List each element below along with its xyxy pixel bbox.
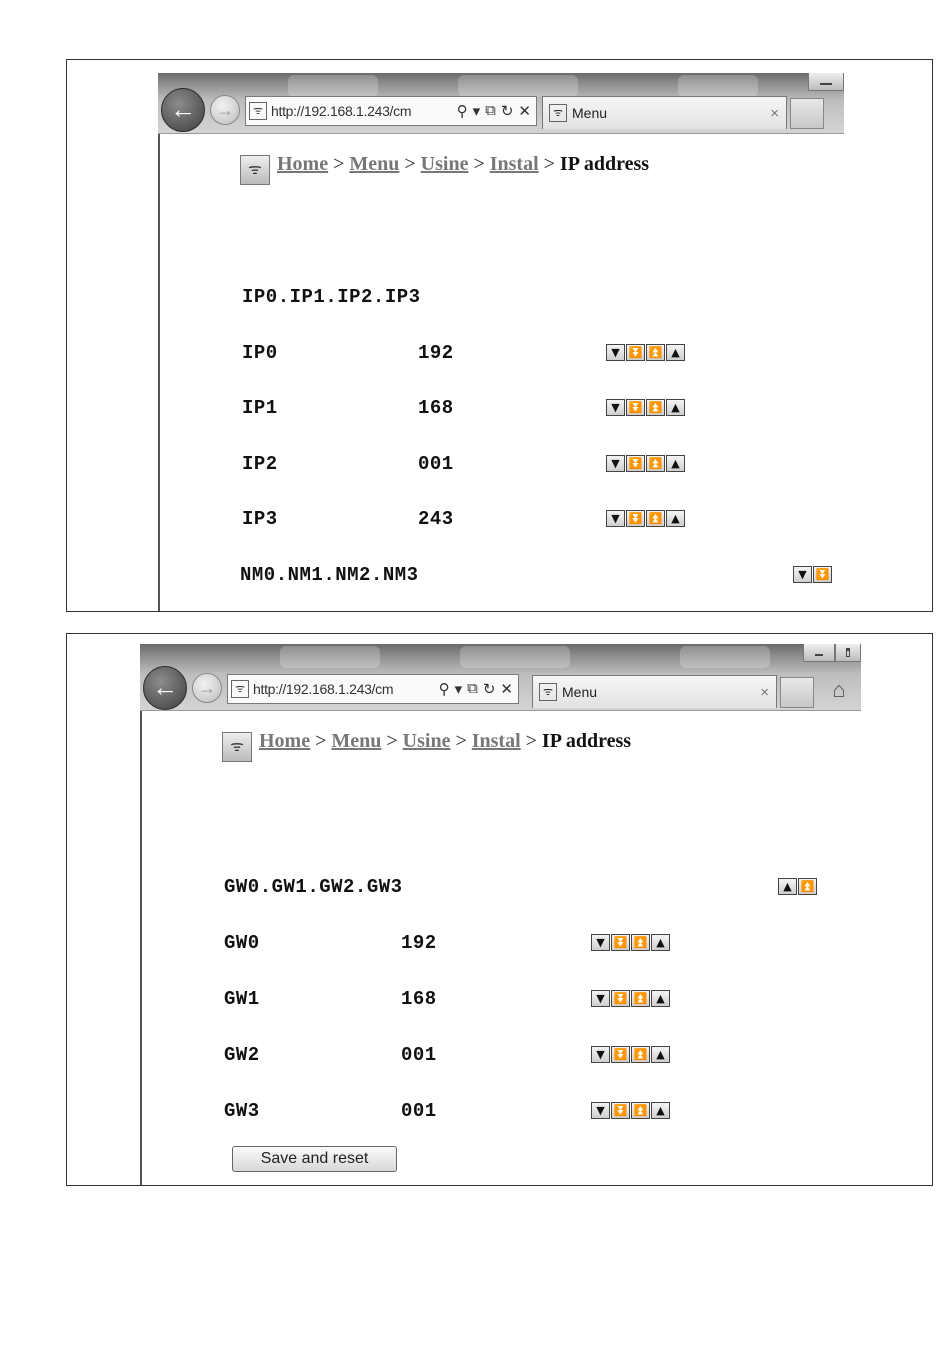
fast-decrement-icon[interactable]: ⏬ <box>611 1102 630 1119</box>
breadcrumb-separator: > <box>473 153 490 175</box>
breadcrumb-separator: > <box>386 730 403 752</box>
increment-icon[interactable]: ▲ <box>778 878 797 895</box>
ip1-value: 168 <box>418 397 454 419</box>
breadcrumb-separator: > <box>543 153 560 175</box>
address-bar[interactable] <box>245 96 537 126</box>
refresh-icon[interactable]: ↻ <box>500 103 514 120</box>
gw3-label: GW3 <box>224 1100 260 1122</box>
fast-decrement-icon[interactable]: ⏬ <box>626 399 645 416</box>
breadcrumb-usine-link[interactable]: Usine <box>420 153 469 175</box>
search-icon[interactable]: ⚲ <box>456 103 468 120</box>
breadcrumb-separator: > <box>455 730 472 752</box>
maximize-icon[interactable] <box>835 644 861 662</box>
gw1-value: 168 <box>401 988 437 1010</box>
screenshot-panel-2 <box>66 633 933 1186</box>
ip0-controls <box>606 344 686 361</box>
breadcrumb-instal-link[interactable]: Instal <box>471 730 521 752</box>
forward-arrow-icon[interactable]: → <box>192 673 222 703</box>
back-arrow-icon[interactable]: ← <box>143 666 187 710</box>
breadcrumb-current: IP address <box>541 730 632 752</box>
decrement-icon[interactable]: ▼ <box>606 510 625 527</box>
browser-window <box>158 73 844 612</box>
forward-arrow-icon[interactable]: → <box>210 95 240 125</box>
wifi-logo-icon: ᯤ <box>222 732 252 762</box>
increment-icon[interactable]: ▲ <box>651 934 670 951</box>
increment-icon[interactable]: ▲ <box>666 510 685 527</box>
tab-label: Menu <box>572 105 608 121</box>
breadcrumb-instal-link[interactable]: Instal <box>489 153 539 175</box>
breadcrumb-usine-link[interactable]: Usine <box>402 730 451 752</box>
fast-increment-icon[interactable]: ⏫ <box>631 990 650 1007</box>
address-bar[interactable] <box>227 674 519 704</box>
gw-section-label: GW0.GW1.GW2.GW3 <box>224 876 403 898</box>
new-tab-button[interactable] <box>790 98 824 129</box>
address-url[interactable]: http://192.168.1.243/cm <box>253 681 394 697</box>
screenshot-panel-1 <box>66 59 933 612</box>
fast-decrement-icon[interactable]: ⏬ <box>626 344 645 361</box>
fast-increment-icon[interactable]: ⏫ <box>646 510 665 527</box>
ip-section-label: IP0.IP1.IP2.IP3 <box>242 286 421 308</box>
ip3-label: IP3 <box>242 508 278 530</box>
gw3-controls <box>591 1102 671 1119</box>
nm-section-controls <box>793 566 833 583</box>
decrement-icon[interactable]: ▼ <box>591 990 610 1007</box>
increment-icon[interactable]: ▲ <box>651 990 670 1007</box>
browser-window <box>140 644 861 1186</box>
decrement-icon[interactable]: ▼ <box>591 934 610 951</box>
tab-close-icon[interactable]: × <box>770 104 779 122</box>
fast-decrement-icon[interactable]: ⏬ <box>611 990 630 1007</box>
address-url[interactable]: http://192.168.1.243/cm <box>271 103 412 119</box>
fast-decrement-icon[interactable]: ⏬ <box>611 1046 630 1063</box>
fast-increment-icon[interactable]: ⏫ <box>646 399 665 416</box>
breadcrumb <box>222 729 642 753</box>
breadcrumb-separator: > <box>525 730 542 752</box>
search-icon[interactable]: ⚲ <box>438 681 450 698</box>
breadcrumb-separator: > <box>333 153 350 175</box>
decrement-icon[interactable]: ▼ <box>606 455 625 472</box>
new-tab-button[interactable] <box>780 677 814 708</box>
dropdown-icon[interactable]: ▾ <box>472 103 481 120</box>
page-content <box>158 134 844 612</box>
decrement-icon[interactable]: ▼ <box>606 344 625 361</box>
gw0-value: 192 <box>401 932 437 954</box>
minimize-icon[interactable] <box>808 73 844 91</box>
ip0-label: IP0 <box>242 342 278 364</box>
stop-icon[interactable]: ✕ <box>500 681 513 698</box>
gw1-label: GW1 <box>224 988 260 1010</box>
tab-menu[interactable] <box>542 96 787 129</box>
tab-label: Menu <box>562 684 598 700</box>
increment-icon[interactable]: ▲ <box>651 1046 670 1063</box>
compat-view-icon[interactable]: ⧉ <box>485 102 496 119</box>
site-wifi-icon: ᯤ <box>231 680 249 698</box>
ip2-controls <box>606 455 686 472</box>
decrement-icon[interactable]: ▼ <box>591 1046 610 1063</box>
ip1-controls <box>606 399 686 416</box>
decrement-icon[interactable]: ▼ <box>793 566 812 583</box>
browser-toolbar <box>158 73 844 134</box>
ip1-label: IP1 <box>242 397 278 419</box>
decrement-icon[interactable]: ▼ <box>591 1102 610 1119</box>
tab-wifi-icon: ᯤ <box>549 104 567 122</box>
browser-toolbar <box>140 644 861 711</box>
increment-icon[interactable]: ▲ <box>666 455 685 472</box>
fast-increment-icon[interactable]: ⏫ <box>631 934 650 951</box>
ip2-label: IP2 <box>242 453 278 475</box>
gw2-controls <box>591 1046 671 1063</box>
breadcrumb-menu-link[interactable]: Menu <box>349 153 400 175</box>
breadcrumb-home-link[interactable]: Home <box>277 153 329 175</box>
fast-increment-icon[interactable]: ⏫ <box>798 878 817 895</box>
increment-icon[interactable]: ▲ <box>651 1102 670 1119</box>
increment-icon[interactable]: ▲ <box>666 344 685 361</box>
gw-section-controls <box>778 878 818 895</box>
ip3-controls <box>606 510 686 527</box>
ip3-value: 243 <box>418 508 454 530</box>
fast-decrement-icon[interactable]: ⏬ <box>626 455 645 472</box>
gw0-controls <box>591 934 671 951</box>
fast-increment-icon[interactable]: ⏫ <box>631 1046 650 1063</box>
site-wifi-icon: ᯤ <box>249 102 267 120</box>
gw2-label: GW2 <box>224 1044 260 1066</box>
tab-close-icon[interactable]: × <box>760 683 769 701</box>
save-and-reset-button[interactable]: Save and reset <box>232 1146 397 1172</box>
gw1-controls <box>591 990 671 1007</box>
breadcrumb-menu-link[interactable]: Menu <box>331 730 382 752</box>
breadcrumb-current: IP address <box>559 153 650 175</box>
ip2-value: 001 <box>418 453 454 475</box>
dropdown-icon[interactable]: ▾ <box>454 681 463 698</box>
gw3-value: 001 <box>401 1100 437 1122</box>
fast-decrement-icon[interactable]: ⏬ <box>626 510 645 527</box>
fast-increment-icon[interactable]: ⏫ <box>631 1102 650 1119</box>
breadcrumb-home-link[interactable]: Home <box>259 730 311 752</box>
fast-increment-icon[interactable]: ⏫ <box>646 344 665 361</box>
back-arrow-icon[interactable]: ← <box>161 88 205 132</box>
fast-decrement-icon[interactable]: ⏬ <box>611 934 630 951</box>
fast-decrement-icon[interactable]: ⏬ <box>813 566 832 583</box>
nm-section-label: NM0.NM1.NM2.NM3 <box>240 564 419 586</box>
tab-wifi-icon: ᯤ <box>539 683 557 701</box>
breadcrumb-separator: > <box>315 730 332 752</box>
tab-menu[interactable] <box>532 675 777 708</box>
home-icon[interactable]: ⌂ <box>832 677 846 702</box>
window-controls <box>803 644 861 662</box>
breadcrumb-separator: > <box>404 153 421 175</box>
window-controls <box>808 73 844 91</box>
gw2-value: 001 <box>401 1044 437 1066</box>
refresh-icon[interactable]: ↻ <box>482 681 496 698</box>
stop-icon[interactable]: ✕ <box>518 103 531 120</box>
gw0-label: GW0 <box>224 932 260 954</box>
compat-view-icon[interactable]: ⧉ <box>467 680 478 697</box>
breadcrumb <box>240 152 660 176</box>
page-content <box>140 711 861 1186</box>
wifi-logo-icon: ᯤ <box>240 155 270 185</box>
ip0-value: 192 <box>418 342 454 364</box>
increment-icon[interactable]: ▲ <box>666 399 685 416</box>
decrement-icon[interactable]: ▼ <box>606 399 625 416</box>
fast-increment-icon[interactable]: ⏫ <box>646 455 665 472</box>
minimize-icon[interactable] <box>803 644 835 662</box>
